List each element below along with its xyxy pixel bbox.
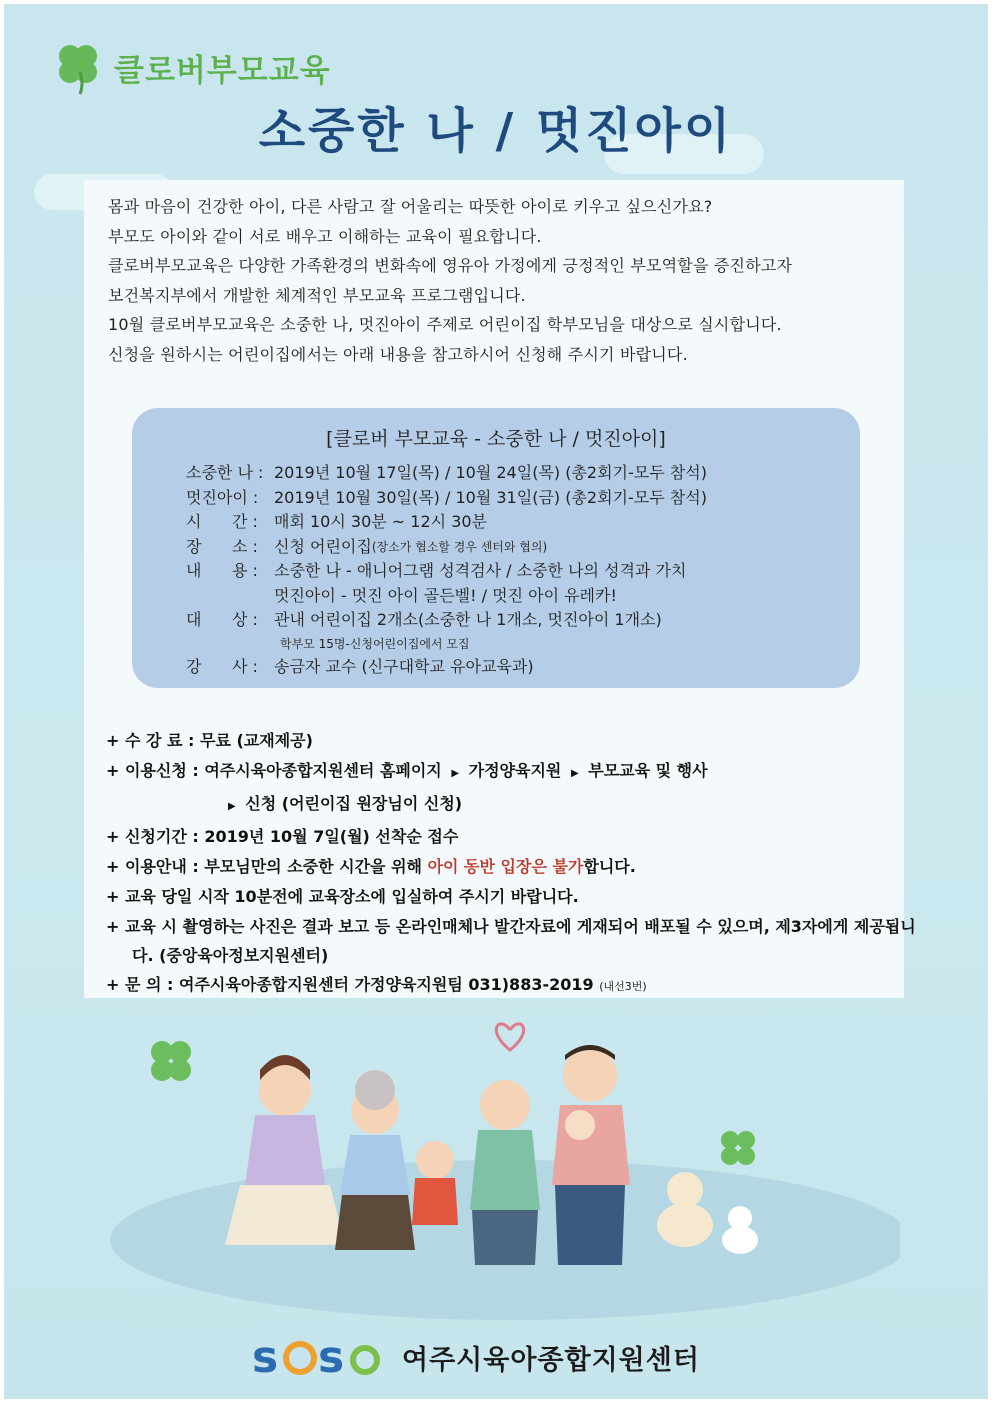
info-row-target-2 — [186, 633, 707, 655]
detail-photo: + 교육 시 촬영하는 사진은 결과 보고 등 온라인매체나 발간자료에 게재되어 배포될 수 있으며, 제3자에게 제공됩니다. (중앙육아정보지원센터) — [106, 917, 916, 965]
info-row-place — [186, 535, 707, 560]
father-figure — [552, 1045, 630, 1265]
program-info-title: [클로버 부모교육 - 소중한 나 / 멋진아이] — [326, 428, 666, 450]
info-value: 신청 어린이집 — [274, 536, 372, 556]
intro-line: 10월 클로버부모교육은 소중한 나, 멋진아이 주제로 어린이집 학부모님을 대상으로 실시합니다. — [108, 315, 782, 334]
triangle-right-icon: ▶ — [570, 768, 579, 779]
info-row-target — [186, 608, 707, 633]
detail-fee: + 수 강 료 : 무료 (교재제공) — [106, 731, 313, 750]
brand-header — [50, 38, 331, 96]
detail-apply — [106, 756, 906, 789]
detail-apply-cont — [106, 789, 906, 822]
intro-line: 몸과 마음이 건강한 아이, 다른 사람고 잘 어울리는 따뜻한 아이로 키우고 싶으신가요? — [108, 197, 713, 216]
info-row-date-2 — [186, 486, 707, 511]
info-value: 멋진아이 - 멋진 아이 골든벨! / 멋진 아이 유레카! — [274, 585, 617, 605]
mother-figure — [225, 1055, 345, 1245]
clover-icon — [50, 38, 108, 96]
info-value: 송금자 교수 (신구대학교 유아교육과) — [274, 656, 534, 676]
intro-line: 보건복지부에서 개발한 체계적인 부모교육 프로그램입니다. — [108, 285, 526, 305]
detail-arrival: + 교육 당일 시작 10분전에 교육장소에 입실하여 주시기 바랍니다. — [106, 887, 579, 906]
heart-icon — [496, 1024, 523, 1050]
intro-line: 부모도 아이와 같이 서로 배우고 이해하는 교육이 필요합니다. — [108, 226, 542, 246]
child-figure — [412, 1141, 458, 1225]
intro-text — [108, 192, 898, 369]
svg-text:s: s — [318, 1332, 345, 1382]
detail-apply-step: 가정양육지원 — [468, 761, 562, 780]
clover-icon — [151, 1041, 191, 1081]
intro-line: 신청을 원하시는 어린이집에서는 아래 내용을 참고하시어 신청해 주시기 바랍니다. — [108, 344, 688, 364]
info-value: 매회 10시 30분 ~ 12시 30분 — [274, 512, 488, 531]
info-note: (장소가 협소할 경우 센터와 협의) — [371, 539, 548, 554]
info-label: 멋진아이 : — [186, 487, 259, 507]
detail-contact-text: + 문 의 : 여주시육아종합지원센터 가정양육지원팀 031)883-2019 — [106, 975, 594, 994]
triangle-right-icon: ▶ — [451, 768, 460, 779]
family-illustration — [110, 1010, 900, 1320]
intro-line: 클로버부모교육은 다양한 가족환경의 변화속에 영유아 가정에게 긍정적인 부모역할을 증진하고자 — [108, 256, 793, 275]
grandfather-figure — [470, 1080, 540, 1265]
detail-contact — [106, 970, 906, 1002]
info-value: 관내 어린이집 2개소(소중한 나 1개소, 멋진아이 1개소) — [274, 610, 662, 629]
footer — [250, 1332, 700, 1382]
detail-apply-text: + 이용신청 : 여주시육아종합지원센터 홈페이지 — [106, 761, 442, 780]
info-label: 강 사 : — [186, 656, 258, 676]
detail-notice — [106, 852, 906, 882]
svg-text:s: s — [252, 1332, 279, 1382]
detail-notice-warning: 아이 동반 입장은 불가 — [427, 857, 584, 876]
program-info-rows — [186, 461, 707, 679]
info-label: 소중한 나 : — [186, 463, 264, 482]
info-label — [186, 584, 274, 609]
center-logo-icon — [250, 1332, 390, 1382]
triangle-right-icon: ▶ — [228, 801, 236, 812]
detail-period: + 신청기간 : 2019년 10월 7일(월) 선착순 접수 — [106, 827, 459, 846]
center-name: 여주시육아종합지원센터 — [402, 1344, 700, 1376]
clover-icon — [721, 1131, 755, 1165]
info-value: 2019년 10월 30일(목) / 10월 31일(금) (총2회기-모두 참석) — [274, 487, 707, 507]
detail-notice-text: + 이용안내 : 부모님만의 소중한 시간을 위해 — [106, 857, 422, 876]
info-label: 장 소 : — [186, 536, 258, 556]
detail-apply-step: 부모교육 및 행사 — [588, 761, 708, 780]
info-row-lecturer — [186, 655, 707, 680]
detail-contact-ext: (내선3번) — [599, 980, 647, 993]
info-row-date-1 — [186, 461, 707, 486]
info-label: 대 상 : — [186, 610, 258, 629]
details-section — [106, 726, 916, 1002]
page-title: 소중한 나 / 멋진아이 — [258, 103, 734, 159]
info-value: 소중한 나 - 애니어그램 성격검사 / 소중한 나의 성격과 가치 — [274, 561, 687, 580]
info-row-time — [186, 510, 707, 535]
info-label — [186, 633, 280, 655]
info-value: 2019년 10월 17일(목) / 10월 24일(목) (총2회기-모두 참석) — [274, 463, 707, 482]
info-label: 시 간 : — [186, 512, 258, 531]
detail-notice-suffix: 합니다. — [583, 857, 636, 876]
info-value: 학부모 15명-신청어린이집에서 모집 — [280, 636, 470, 651]
grandmother-figure — [335, 1070, 415, 1250]
info-row-content — [186, 559, 707, 584]
info-row-content-2 — [186, 584, 707, 609]
info-label: 내 용 : — [186, 561, 258, 580]
detail-apply-step: 신청 (어린이집 원장님이 신청) — [245, 794, 463, 813]
brand-name: 클로버부모교육 — [114, 52, 331, 89]
